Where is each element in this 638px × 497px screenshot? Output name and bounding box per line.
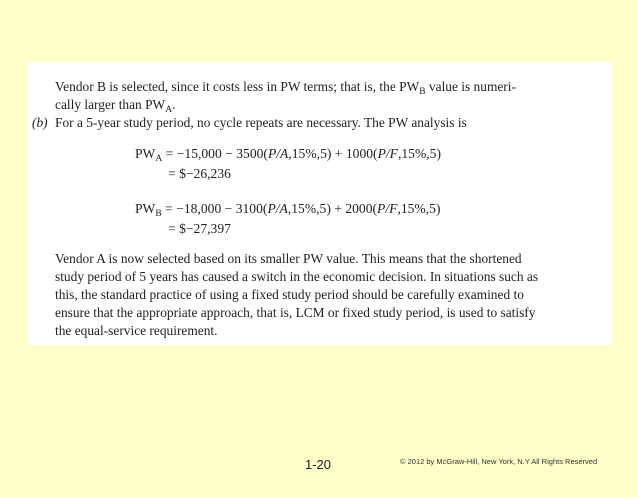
copyright-notice: © 2012 by McGraw-Hill, New York, N.Y All Rights Reserved — [400, 457, 598, 466]
conclusion-line-2: study period of 5 years has caused a switch in the economic decision. In situations such as — [55, 269, 539, 284]
equation-pw-a: $PW_A = -15,000 - 3500(P/A,15\%,5) + 1000(P/F,15\%,5)$ — [135, 146, 442, 164]
conclusion-line-4: ensure that the appropriate approach, that is, LCM or fixed study period, is used to satisfy — [55, 305, 536, 320]
conclusion-line-5: the equal-service requirement. — [55, 323, 218, 338]
part-b-marker: (b) — [32, 115, 48, 130]
part-b-text: For a 5-year study period, no cycle repeats are necessary. The PW analysis is — [55, 115, 467, 130]
conclusion-line-3: this, the standard practice of using a fixed study period should be carefully examined to — [55, 287, 524, 302]
para-a-line-2: cally larger than $PW_A$. — [55, 97, 176, 115]
text-excerpt-panel — [28, 62, 612, 345]
para-a-line-1: Vendor B is selected, since it costs less in PW terms; that is, the $PW_B$ value is numeri- — [55, 79, 516, 97]
equation-pw-b: $PW_B = -18,000 - 3100(P/A,15\%,5) + 2000(P/F,15\%,5)$ — [135, 201, 441, 219]
slide-number: 1-20 — [305, 457, 332, 472]
equation-pw-b-result: = $−27,397 — [168, 221, 231, 236]
conclusion-line-1: Vendor A is now selected based on its smaller PW value. This means that the shortened — [55, 251, 522, 266]
equation-pw-a-result: = $−26,236 — [168, 166, 231, 181]
